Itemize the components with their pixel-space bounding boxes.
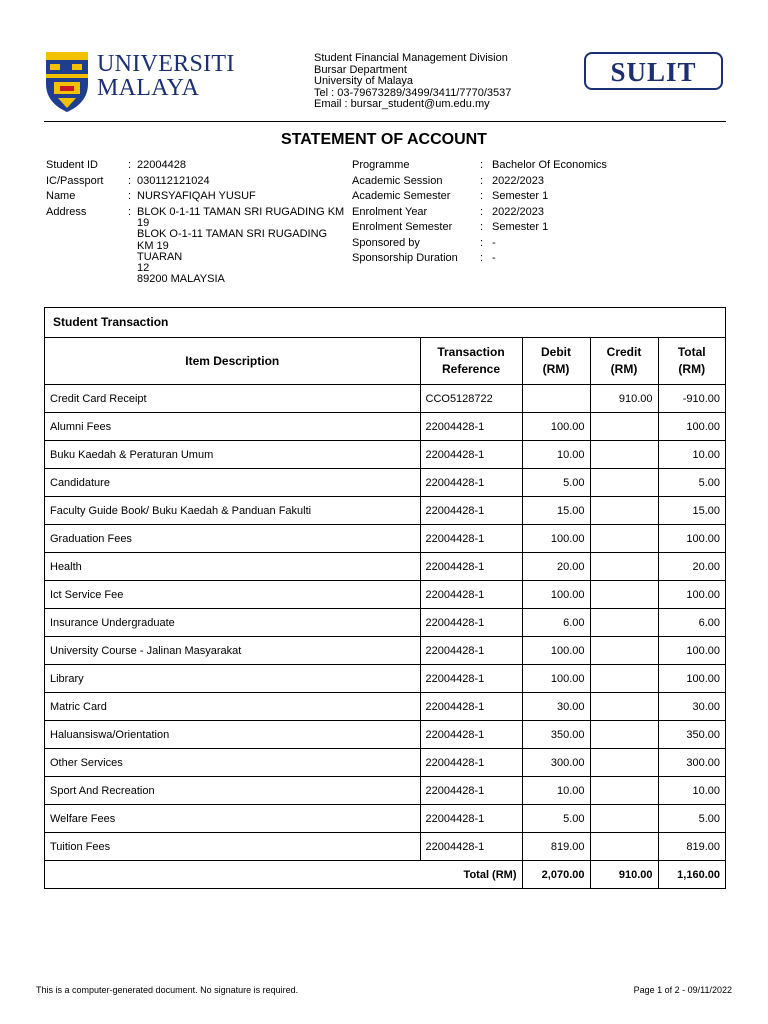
name-row [46,189,356,205]
student-id-label: Student ID [46,159,98,171]
university-name [97,52,235,100]
programme-row [352,158,652,174]
enrolment-year-value: 2022/2023 [492,205,544,218]
table-row: Library 22004428-1 100.00 100.00 [45,665,725,693]
colon: : [480,252,484,264]
header-item: Item Description [45,338,420,385]
header-divider [44,121,726,122]
table-row: Alumni Fees 22004428-1 100.00 100.00 [45,413,725,441]
student-id-row [46,158,356,174]
programme-value: Bachelor Of Economics [492,159,607,171]
colon: : [128,205,132,218]
sponsor-value: - [492,236,496,249]
table-row: Buku Kaedah & Peraturan Umum 22004428-1 10.00 10.00 [45,441,725,469]
table-row: Sport And Recreation 22004428-1 10.00 10.00 [45,777,725,805]
total-label: Total (RM) [45,861,522,889]
confidential-stamp [584,52,723,90]
stamp-text: SULIT [610,57,697,87]
semester-row [352,189,652,205]
colon: : [480,221,484,233]
semester-label: Academic Semester [352,190,451,202]
colon: : [480,159,484,171]
table-caption: Student Transaction [45,308,725,338]
name-value: NURSYAFIQAH YUSUF [137,190,256,202]
address-line: BLOK 0-1-11 TAMAN SRI RUGADING KM [137,205,345,218]
ic-value: 030112121024 [137,174,210,187]
table-row: Welfare Fees 22004428-1 5.00 5.00 [45,805,725,833]
semester-value: Semester 1 [492,190,549,202]
total-credit: 910.00 [590,861,658,889]
colon: : [480,190,484,202]
table-row: Credit Card Receipt CCO5128722 910.00 -910.00 [45,385,725,413]
header-credit: Credit (RM) [590,338,658,385]
enrolment-year-label: Enrolment Year [352,205,428,218]
transaction-rows [45,385,725,889]
enrolment-semester-label: Enrolment Semester [352,221,453,233]
sponsorship-duration-row [352,251,652,267]
university-name-line1: UNIVERSITI [97,51,235,77]
address-line: 12 [137,262,150,275]
enrolment-semester-value: Semester 1 [492,221,549,233]
sponsorship-duration-label: Sponsorship Duration [352,252,458,264]
table-header-row [45,338,725,385]
table-row: Matric Card 22004428-1 30.00 30.00 [45,693,725,721]
department-line: University of Malaya [314,75,414,88]
total-row [45,861,725,889]
academic-info [352,158,652,267]
shield-icon [44,50,90,114]
colon: : [128,159,132,171]
colon: : [128,174,132,187]
table-row: Faculty Guide Book/ Buku Kaedah & Panduan Fakulti 22004428-1 15.00 15.00 [45,497,725,525]
ic-row [46,174,356,190]
department-info [314,53,511,111]
session-row [352,174,652,190]
table-row: Health 22004428-1 20.00 20.00 [45,553,725,581]
document-title: STATEMENT OF ACCOUNT [281,131,487,148]
transaction-grid [45,338,725,888]
university-name-line2: MALAYA [97,75,200,101]
department-line: Bursar Department [314,63,407,76]
total-debit: 2,070.00 [522,861,590,889]
transaction-table [44,307,726,889]
department-email: Email : bursar_student@um.edu.my [314,98,490,111]
address-line: KM 19 [137,239,169,252]
university-logo [44,50,244,116]
session-label: Academic Session [352,174,443,187]
department-phone: Tel : 03-79673289/3499/3411/7770/3537 [314,86,512,99]
table-row: Insurance Undergraduate 22004428-1 6.00 6.00 [45,609,725,637]
colon: : [480,236,484,249]
sponsorship-duration-value: - [492,252,496,264]
header-reference: Transaction Reference [420,338,522,385]
table-row: Graduation Fees 22004428-1 100.00 100.00 [45,525,725,553]
student-info [46,158,356,220]
address-line: BLOK O-1-11 TAMAN SRI RUGADING [137,228,328,241]
sponsor-label: Sponsored by [352,236,420,249]
table-row: Candidature 22004428-1 5.00 5.00 [45,469,725,497]
page-number: Page 1 of 2 - 09/11/2022 [633,985,732,995]
name-label: Name [46,190,76,202]
address-continuation [137,218,327,286]
table-row: Ict Service Fee 22004428-1 100.00 100.00 [45,581,725,609]
address-line: 89200 MALAYSIA [137,273,225,286]
enrolment-year-row [352,205,652,221]
colon: : [480,174,484,187]
table-row: Haluansiswa/Orientation 22004428-1 350.00 350.00 [45,721,725,749]
table-row: Other Services 22004428-1 300.00 300.00 [45,749,725,777]
footer-note: This is a computer-generated document. No signature is required. [36,985,299,995]
header-total: Total (RM) [658,338,725,385]
department-line: Student Financial Management Division [314,52,508,64]
sponsor-row [352,236,652,252]
address-line: TUARAN [137,250,183,263]
address-label: Address [46,205,87,218]
table-row: Tuition Fees 22004428-1 819.00 819.00 [45,833,725,861]
total-balance: 1,160.00 [658,861,725,889]
ic-label: IC/Passport [46,174,104,187]
student-id-value: 22004428 [137,159,186,171]
enrolment-semester-row [352,220,652,236]
programme-label: Programme [352,159,410,171]
colon: : [480,205,484,218]
colon: : [128,190,132,202]
session-value: 2022/2023 [492,174,544,187]
table-row: University Course - Jalinan Masyarakat 22004428-1 100.00 100.00 [45,637,725,665]
address-line: 19 [137,217,150,229]
header-debit: Debit (RM) [522,338,590,385]
